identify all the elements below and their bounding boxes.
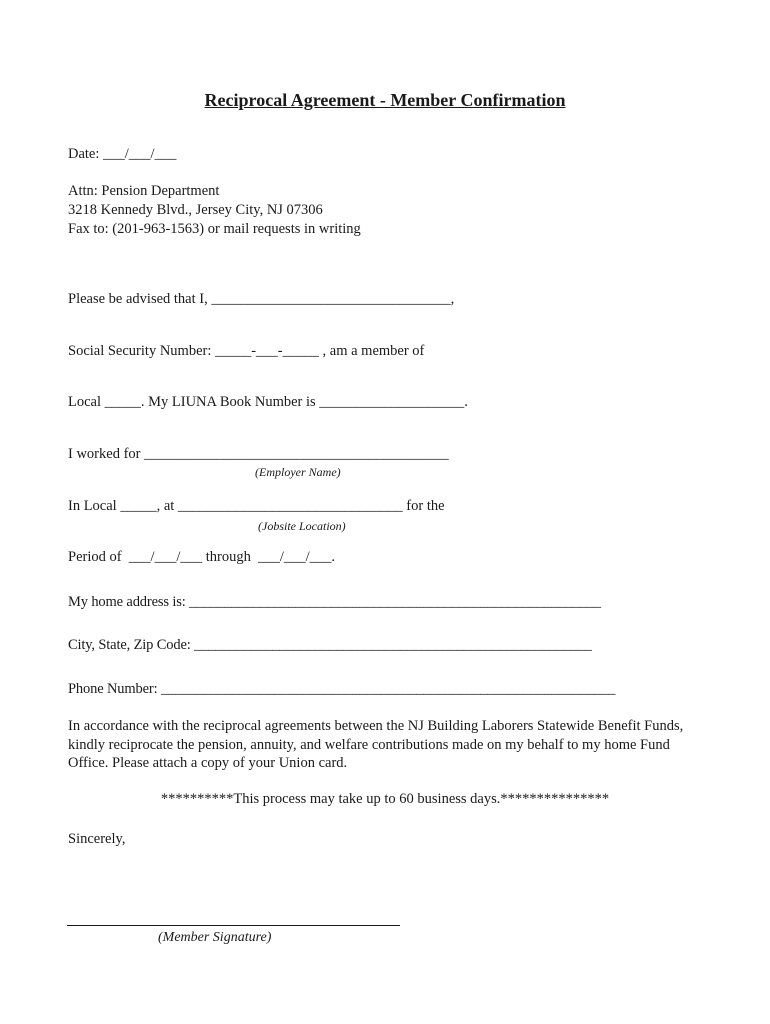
period-field: Period of ___/___/___ through ___/___/___. <box>68 549 336 565</box>
closing: Sincerely, <box>68 831 126 847</box>
city-state-zip-field: City, State, Zip Code: ________________________________________________________ <box>68 637 592 653</box>
body-paragraph: In accordance with the reciprocal agreements between the NJ Building Laborers Statewide Benefit Funds, kindly reciprocate the pension, annuity, and welfare contributions made on my behalf to my home Fund Office. Please attach a copy of your Union card. <box>68 718 684 771</box>
local-book-field: Local _____. My LIUNA Book Number is ____________________. <box>68 394 468 410</box>
phone-field: Phone Number: ________________________________________________________________ <box>68 681 616 697</box>
address-attn: Attn: Pension Department <box>68 183 220 199</box>
processing-notice: **********This process may take up to 60 business days.*************** <box>160 791 610 807</box>
date-line: Date: ___/___/___ <box>68 146 177 162</box>
home-address-field: My home address is: __________________________________________________________ <box>68 594 601 610</box>
employer-caption: (Employer Name) <box>255 465 341 479</box>
page-title: Reciprocal Agreement - Member Confirmation <box>204 90 566 110</box>
worked-for-field: I worked for __________________________________________ <box>68 446 449 462</box>
address-fax: Fax to: (201-963-1563) or mail requests in writing <box>68 221 361 237</box>
jobsite-caption: (Jobsite Location) <box>258 519 346 533</box>
address-street: 3218 Kennedy Blvd., Jersey City, NJ 07306 <box>68 202 323 218</box>
ssn-field: Social Security Number: _____-___-_____ , am a member of <box>68 343 425 359</box>
in-local-field: In Local _____, at _______________________________ for the <box>68 498 445 514</box>
signature-caption: (Member Signature) <box>158 930 272 945</box>
signature-line <box>67 925 400 926</box>
advised-field: Please be advised that I, _________________________________, <box>68 291 455 307</box>
